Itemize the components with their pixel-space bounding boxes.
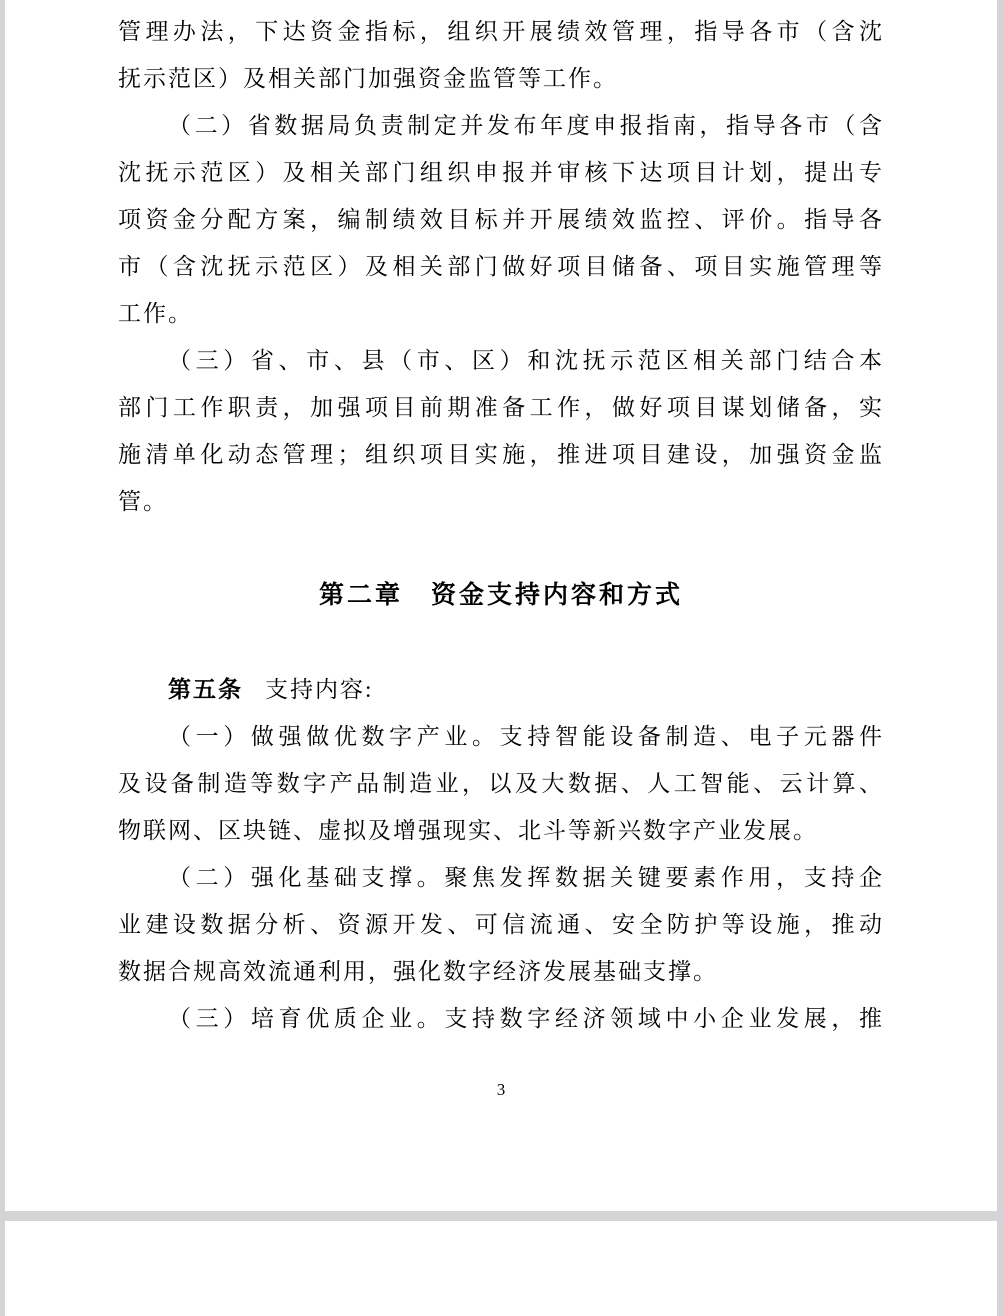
page-sheet-next xyxy=(5,1221,997,1316)
text-line: 抚示范区）及相关部门加强资金监管等工作。 xyxy=(118,66,618,91)
text-line: 物联网、区块链、虚拟及增强现实、北斗等新兴数字产业发展。 xyxy=(118,818,818,843)
article-number: 第五条 xyxy=(168,676,243,702)
text-line: （二）强化基础支撑。聚焦发挥数据关键要素作用，支持企 xyxy=(168,865,884,890)
page-sheet-current xyxy=(5,0,997,1211)
text-line: 业建设数据分析、资源开发、可信流通、安全防护等设施，推动 xyxy=(118,912,884,937)
article-heading xyxy=(118,666,884,713)
text-line: 部门工作职责，加强项目前期准备工作，做好项目谋划储备，实 xyxy=(118,395,884,420)
text-line: 工作。 xyxy=(118,301,193,326)
text-line: 沈抚示范区）及相关部门组织申报并审核下达项目计划，提出专 xyxy=(118,160,884,185)
page-break-gap xyxy=(0,1211,1004,1221)
chapter-heading: 第二章 资金支持内容和方式 xyxy=(318,581,683,609)
text-line: （一）做强做优数字产业。支持智能设备制造、电子元器件 xyxy=(168,724,884,749)
text-line: 项资金分配方案，编制绩效目标并开展绩效监控、评价。指导各 xyxy=(118,207,884,232)
text-line: （三）培育优质企业。支持数字经济领域中小企业发展，推 xyxy=(168,1006,884,1031)
article-title: 支持内容: xyxy=(265,677,374,702)
blank-line xyxy=(118,525,884,572)
blank-line xyxy=(118,619,884,666)
text-line: 市（含沈抚示范区）及相关部门做好项目储备、项目实施管理等 xyxy=(118,254,884,279)
text-content xyxy=(118,8,884,1042)
text-line: （三）省、市、县（市、区）和沈抚示范区相关部门结合本 xyxy=(168,348,884,373)
text-line: 及设备制造等数字产品制造业，以及大数据、人工智能、云计算、 xyxy=(118,771,884,796)
text-line: 数据合规高效流通利用，强化数字经济发展基础支撑。 xyxy=(118,959,718,984)
text-line: 施清单化动态管理；组织项目实施，推进项目建设，加强资金监 xyxy=(118,442,884,467)
text-line: 管。 xyxy=(118,489,168,514)
page-number: 3 xyxy=(496,1080,506,1099)
text-line: （二）省数据局负责制定并发布年度申报指南，指导各市（含 xyxy=(168,113,884,138)
text-line: 管理办法，下达资金指标，组织开展绩效管理，指导各市（含沈 xyxy=(118,19,884,44)
